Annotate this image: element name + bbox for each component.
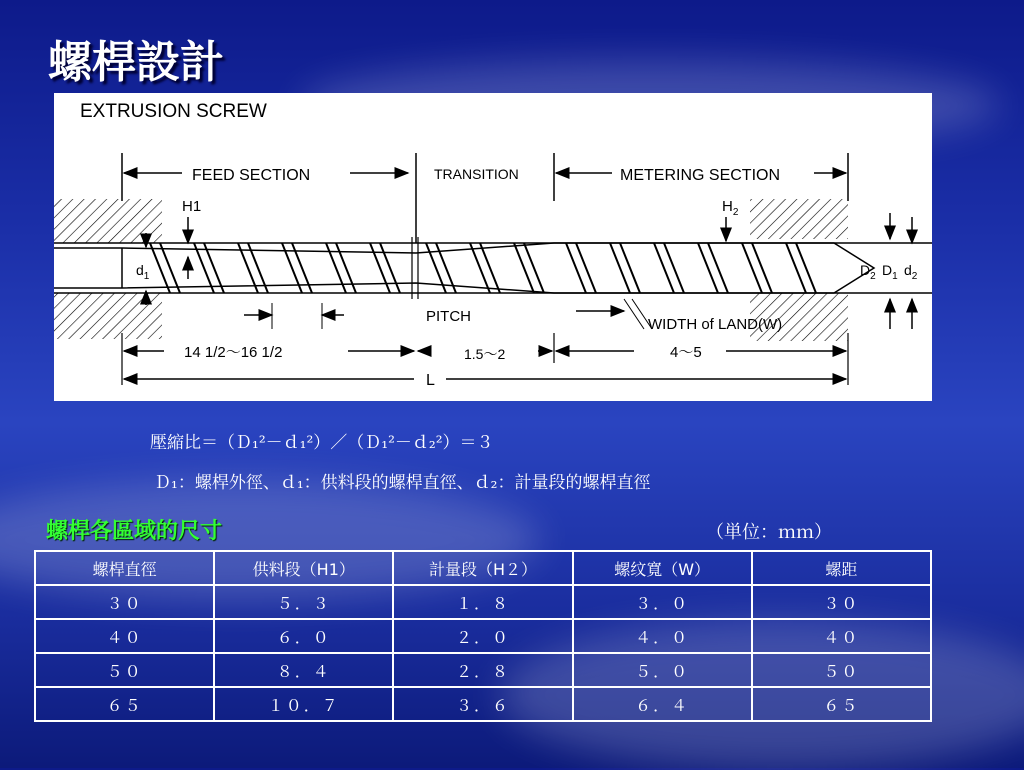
D1-label: $D_1$ xyxy=(882,262,898,282)
table-cell: ５０ xyxy=(35,653,214,687)
table-cell: ３０ xyxy=(35,585,214,619)
table-cell: ８．４ xyxy=(214,653,393,687)
table-cell: ６５ xyxy=(752,687,931,721)
table-cell: ４０ xyxy=(752,619,931,653)
table-row xyxy=(35,653,931,687)
feed-section-label: FEED SECTION xyxy=(192,167,311,184)
table-cell: ５．３ xyxy=(214,585,393,619)
table-cell: ４．０ xyxy=(573,619,752,653)
header-feed-section: 供料段（H1） xyxy=(214,551,393,585)
extrusion-screw-diagram xyxy=(54,93,932,401)
d1-small-label: $d_1$ xyxy=(136,262,150,282)
table-cell: ５０ xyxy=(752,653,931,687)
h1-label: H1 xyxy=(182,198,202,215)
table-cell: ３．６ xyxy=(393,687,572,721)
slide-title: 螺桿設計 xyxy=(48,37,224,88)
table-cell: ６５ xyxy=(35,687,214,721)
compression-ratio-formula: 壓縮比＝（Ｄ₁²－ｄ₁²）／（Ｄ₁²－ｄ₂²）＝３ xyxy=(150,433,494,453)
table-cell: １０．７ xyxy=(214,687,393,721)
unit-note: （単位：ｍｍ） xyxy=(706,522,832,543)
transition-label: TRANSITION xyxy=(434,166,519,182)
h2-label: $H_2$ xyxy=(722,198,739,218)
screw-dimension-table xyxy=(34,550,932,722)
table-cell: ６．０ xyxy=(214,619,393,653)
table-row xyxy=(35,619,931,653)
metering-length-label: 4～5 xyxy=(670,344,702,361)
table-cell: ４０ xyxy=(35,619,214,653)
diagram-heading: EXTRUSION SCREW xyxy=(80,101,267,122)
table-row xyxy=(35,687,931,721)
D2-label: $D_2$ xyxy=(860,262,876,282)
table-cell: １．８ xyxy=(393,585,572,619)
header-screw-diameter: 螺桿直徑 xyxy=(35,551,214,585)
symbol-definitions: Ｄ₁：螺桿外徑、ｄ₁：供料段的螺桿直徑、ｄ₂：計量段的螺桿直徑 xyxy=(154,473,651,493)
d2-label: $d_2$ xyxy=(904,262,918,282)
table-cell: ３．０ xyxy=(573,585,752,619)
transition-length-label: 1.5～2 xyxy=(464,346,506,362)
header-flight-width: 螺纹寬（W） xyxy=(573,551,752,585)
header-metering-section: 計量段（H２） xyxy=(393,551,572,585)
width-of-land-label: WIDTH of LAND(W) xyxy=(648,316,783,333)
table-row xyxy=(35,585,931,619)
table-cell: ２．８ xyxy=(393,653,572,687)
section-title: 螺桿各區域的尺寸 xyxy=(46,519,223,544)
total-length-label: L xyxy=(426,372,435,389)
table-header-row xyxy=(35,551,931,585)
pitch-label: PITCH xyxy=(426,308,471,325)
table-cell: ５．０ xyxy=(573,653,752,687)
table-cell: ６．４ xyxy=(573,687,752,721)
header-pitch: 螺距 xyxy=(752,551,931,585)
table-cell: ２．０ xyxy=(393,619,572,653)
table-cell: ３０ xyxy=(752,585,931,619)
feed-length-label: 14 1/2～16 1/2 xyxy=(184,344,283,361)
metering-section-label: METERING SECTION xyxy=(620,167,781,184)
